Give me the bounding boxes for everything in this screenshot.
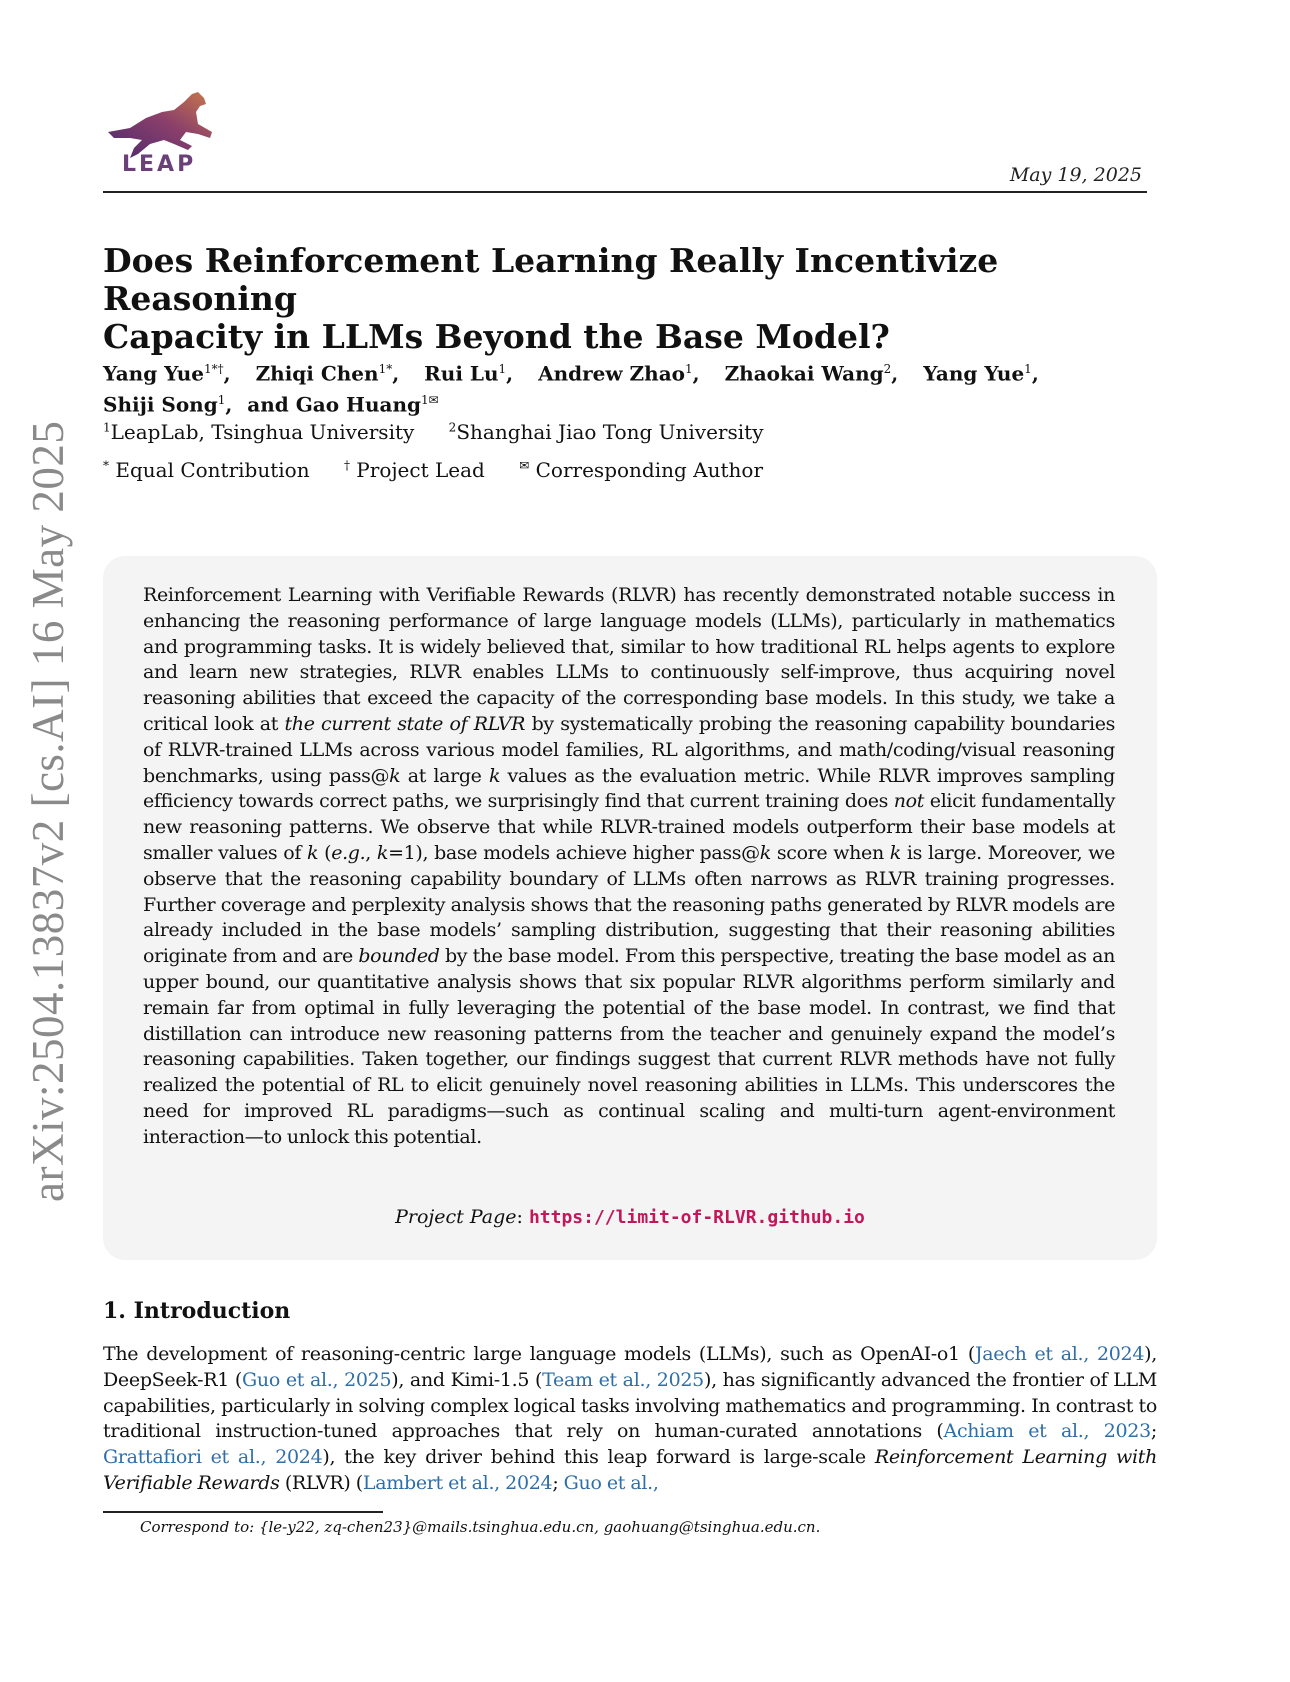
title-line: Capacity in LLMs Beyond the Base Model? bbox=[103, 317, 890, 356]
author: and Gao Huang$^{1✉}$ bbox=[247, 392, 439, 417]
footnote-rule bbox=[103, 1511, 383, 1513]
author: Zhaokai Wang$^2$, bbox=[724, 361, 899, 386]
abstract-text: Reinforcement Learning with Verifiable Rewards (RLVR) has recently demonstrated notable success in enhancing the reasoning performance of large language models (LLMs), particularly in mathematics and programming tasks. It is widely believed that, similar to how traditional RL helps agents to explore and learn new strategies, RLVR enables LLMs to continuously self-improve, thus acquiring novel reasoning abilities that exceed the capacity of the corresponding base models. In this study, we take a critical look at the current state of RLVR by systematically probing the reasoning capability boundaries of RLVR-trained LLMs across various model families, RL algorithms, and math/coding/visual reasoning benchmarks, using pass@k at large k values as the evaluation metric. While RLVR improves sampling efficiency towards correct paths, we surprisingly find that current training does not elicit fundamentally new reasoning patterns. We observe that while RLVR-trained models outperform their base models at smaller values of k (e.g., k=1), base models achieve higher pass@k score when k is large. Moreover, we observe that the reasoning capability boundary of LLMs often narrows as RLVR training progresses. Further coverage and perplexity analysis shows that the reasoning paths generated by RLVR models are already included in the base models’ sampling distribution, suggesting that their reasoning abilities originate from and are bounded by the base model. From this perspective, treating the base model as an upper bound, our quantitative analysis shows that six popular RLVR algorithms perform similarly and remain far from optimal in fully leveraging the potential of the base model. In contrast, we find that distillation can introduce new reasoning patterns from the teacher and genuinely expand the model’s reasoning capabilities. Taken together, our findings suggest that current RLVR methods have not fully realized the potential of RL to elicit genuinely novel reasoning abilities in LLMs. This underscores the need for improved RL paradigms—such as continual scaling and multi-turn agent-environment interaction—to unlock this potential. bbox=[143, 584, 1116, 1148]
project-page-label: Project Page bbox=[395, 1206, 517, 1228]
project-page-link[interactable]: https://limit-of-RLVR.github.io bbox=[528, 1207, 865, 1228]
footnote: Correspond to: {le-y22, zq-chen23}@mails.tsinghua.edu.cn, gaohuang@tsinghua.edu.cn. bbox=[140, 1518, 821, 1536]
author-list bbox=[103, 356, 1163, 417]
role-note: † Project Lead bbox=[343, 458, 485, 482]
citation-link[interactable]: Achiam et al., 2023 bbox=[943, 1420, 1151, 1443]
author: Shiji Song$^1$, bbox=[103, 392, 233, 417]
affiliations bbox=[103, 420, 792, 444]
author: Yang Yue$^1$, bbox=[923, 361, 1039, 386]
project-page: Project Page: https://limit-of-RLVR.github.io bbox=[395, 1206, 865, 1228]
affiliation: $^2$Shanghai Jiao Tong University bbox=[448, 420, 764, 444]
citation-link[interactable]: Grattafiori et al., 2024 bbox=[103, 1446, 323, 1469]
paper-date: May 19, 2025 bbox=[1009, 164, 1142, 186]
intro-paragraph: The development of reasoning-centric large language models (LLMs), such as OpenAI-o1 (Jaech et al., 2024), DeepSeek-R1 (Guo et al., 2025), and Kimi-1.5 (Team et al., 2025), has significantly advanced the frontier of LLM capabilities, particularly in solving complex logical tasks involving mathematics and programming. In contrast to traditional instruction-tuned approaches that rely on human-curated annotations (Achiam et al., 2023; Grattafiori et al., 2024), the key driver behind this leap forward is large-scale Reinforcement Learning with Verifiable Rewards (RLVR) (Lambert et al., 2024; Guo et al., bbox=[103, 1343, 1158, 1494]
author: Rui Lu$^1$, bbox=[424, 361, 514, 386]
leap-logo-text: LEAP bbox=[122, 152, 197, 177]
citation-link[interactable]: Guo et al., 2025 bbox=[242, 1368, 392, 1391]
role-note: * Equal Contribution bbox=[103, 458, 310, 482]
title-line: Does Reinforcement Learning Really Incentivize Reasoning bbox=[103, 241, 999, 318]
paper-title bbox=[103, 242, 1163, 356]
citation-link[interactable]: Guo et al., bbox=[563, 1471, 659, 1494]
author: Zhiqi Chen$^{1*}$, bbox=[255, 361, 400, 386]
author: Yang Yue$^{1*\dagger}$, bbox=[103, 361, 231, 386]
citation-link[interactable]: Team et al., 2025 bbox=[542, 1368, 704, 1391]
citation-link[interactable]: Lambert et al., 2024 bbox=[362, 1471, 553, 1494]
role-note: ✉ Corresponding Author bbox=[519, 458, 763, 482]
arxiv-side-stamp: arXiv:2504.13837v2 [cs.AI] 16 May 2025 bbox=[23, 420, 73, 1202]
header-rule bbox=[103, 191, 1147, 193]
author: Andrew Zhao$^1$, bbox=[538, 361, 700, 386]
citation-link[interactable]: Jaech et al., 2024 bbox=[974, 1343, 1145, 1365]
section-heading: 1. Introduction bbox=[103, 1298, 291, 1324]
contribution-notes bbox=[103, 458, 791, 482]
affiliation: $^1$LeapLab, Tsinghua University bbox=[103, 420, 415, 444]
